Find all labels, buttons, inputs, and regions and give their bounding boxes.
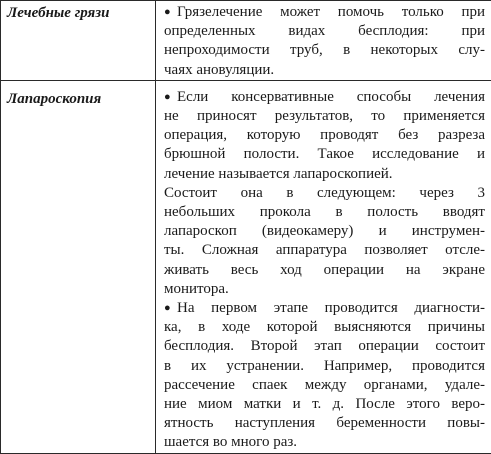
text-line: ятность наступления беременности повы- [164,414,485,433]
description-paragraph [164,88,485,299]
text-line: Состоит она в следующем: через 3 [164,184,485,203]
bullet-icon: ● [164,3,177,22]
text-line [164,299,485,318]
term-cell [1,1,156,81]
text-line: брюшной полости. Такое исследование и [164,145,485,164]
text-line: живать весь ход операции на экране [164,261,485,280]
text-line: чаях ановуляции. [164,61,485,80]
description-cell [156,1,491,81]
text-line [164,88,485,107]
text-line-content: Если консервативные способы лечения [177,89,485,105]
text-line-content: На первом этапе проводится диагности- [177,300,485,316]
text-line: не приносят результатов, то применяется [164,107,485,126]
table-row [1,80,491,453]
text-line: шается во много раз. [164,433,485,452]
text-line: монитора. [164,280,485,299]
text-line: ние миом матки и т. д. После этого веро- [164,395,485,414]
text-line: рассечение спаек между органами, удале- [164,376,485,395]
term-label: Лечебные грязи [1,1,155,23]
table-row [1,1,491,81]
text-line: операция, которую проводят без разреза [164,126,485,145]
text-line: определенных видах бесплодия: при [164,22,485,41]
bullet-icon: ● [164,299,177,318]
text-line: лапароскоп (видеокамеру) и инструмен- [164,222,485,241]
text-line-content: Грязелечение может помочь только при [177,4,485,20]
text-line: в их устранении. Например, проводится [164,357,485,376]
description-paragraph [164,3,485,80]
term-label: Лапароскопия [1,81,155,109]
description-text [156,81,491,453]
text-line [164,3,485,22]
text-line: непроходимости труб, в некоторых слу- [164,41,485,60]
description-cell [156,80,491,453]
text-line: ты. Сложная аппаратура позволяет отсле- [164,241,485,260]
term-cell [1,80,156,453]
description-text [156,1,491,80]
bullet-icon: ● [164,88,177,107]
description-paragraph [164,299,485,453]
text-line: небольших прокола в полость вводят [164,203,485,222]
text-line: бесплодия. Второй этап операции состоит [164,337,485,356]
text-line: ка, в ходе которой выясняются причины [164,318,485,337]
text-line: лечение называется лапароскопией. [164,165,485,184]
